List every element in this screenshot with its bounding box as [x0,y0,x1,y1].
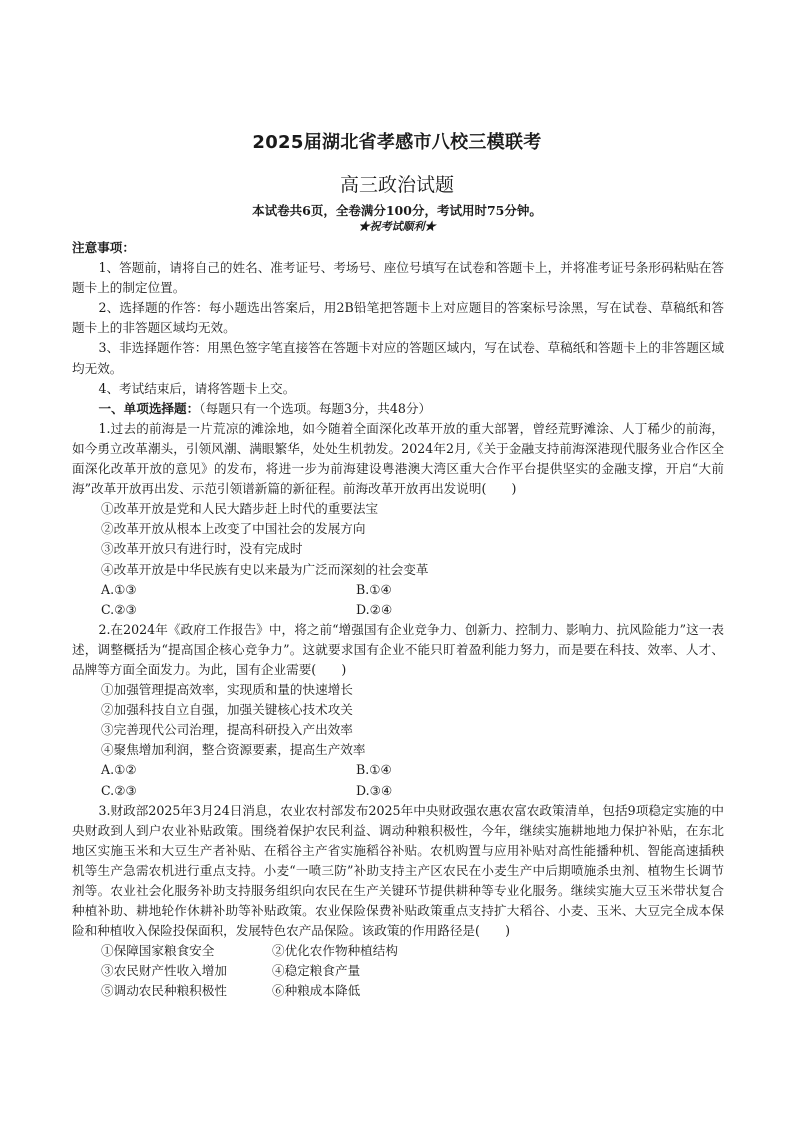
notice-item-1: 1、答题前，请将自己的姓名、准考证号、考场号、座位号填写在试卷和答题卡上，并将准考证号条形码粘贴在答题卡上的制定位置。 [72,260,724,296]
question-2-stem: 2.在2024年《政府工作报告》中，将之前“增强国有企业竞争力、创新力、控制力、影响力、抗风险能力”这一表述，调整概括为“提高国企核心竞争力”。这就要求国有企业不能只盯着盈利能力努力，而是要在科技、效率、人才、品牌等方面全面发力。为此，国有企业需要( ) [72,621,724,677]
q1-choice-d[interactable]: D.②④ [356,601,393,617]
q2-choice-a[interactable]: A.①② [101,762,137,778]
question-1-stem: 1.过去的前海是一片荒凉的滩涂地，如今随着全面深化改革开放的重大部署，曾经荒野滩涂、人丁稀少的前海，如今勇立改革潮头，引领风潮、满眼繁华，处处生机勃发。2024年2月,《关于金融支持前海深港现代服务业合作区全面深化改革开放的意见》的发布，将进一步为前海建设粤港澳大湾区重大合作平台提供坚实的金融支撑，开启“大前海”改革开放再出发、示范引领谱新篇的新征程。前海改革开放再出发说明( ) [72,420,724,497]
q1-choice-c[interactable]: C.②③ [101,601,137,617]
q2-choice-c[interactable]: C.②③ [101,782,137,798]
q1-choices-row-1 [72,580,724,600]
q3-option-2: ②优化农作物种植结构 [272,943,398,959]
notice-item-4: 4、考试结束后，请将答题卡上交。 [98,380,296,396]
q2-choice-b[interactable]: B.①④ [356,762,392,778]
q3-option-5: ⑤调动农民种粮积极性 [101,983,227,999]
q2-option-1: ①加强管理提高效率，实现质和量的快速增长 [101,682,353,698]
exam-info: 本试卷共6页，全卷满分100分，考试用时75分钟。 [252,203,542,218]
question-3-stem: 3.财政部2025年3月24日消息，农业农村部发布2025年中央财政强农惠农富农政策清单，包括9项稳定实施的中央财政到人到户农业补贴政策。围绕着保护农民利益、调动种粮积极性，今年，继续实施耕地地力保护补贴，在东北地区实施玉米和大豆生产者补贴、在稻谷主产省实施稻谷补贴。农机购置与应用补贴对高性能播种机、智能高速插秧机等生产急需农机进行重点支持。小麦“一喷三防”补助支持主产区农民在小麦生产中后期喷施杀虫剂、植物生长调节剂等。农业社会化服务补助支持服务组织向农民在生产关键环节提供耕种等专业化服务。继续实施大豆玉米带状复合种植补助、耕地轮作休耕补助等补贴政策。农业保险保费补贴政策重点支持扩大稻谷、小麦、玉米、大豆完全成本保险和种植收入保险投保面积，发展特色农产品保险。该政策的作用路径是( ) [72,802,724,939]
q1-choice-a[interactable]: A.①③ [101,581,137,597]
q3-option-4: ④稳定粮食产量 [272,963,361,979]
exam-content [72,238,724,1002]
q1-option-3: ③改革开放只有进行时，没有完成时 [101,541,303,557]
exam-title: 2025届湖北省孝感市八校三模联考 [252,132,542,153]
q3-option-3: ③农民财产性收入增加 [101,963,227,979]
q2-choice-d[interactable]: D.③④ [356,782,393,798]
q3-options-row-3 [72,981,724,1001]
section-heading [72,399,724,419]
q1-option-2: ②改革开放从根本上改变了中国社会的发展方向 [101,521,366,537]
q3-option-1: ①保障国家粮食安全 [101,943,215,959]
q2-choices-row-2 [72,781,724,801]
section-title: 一、单项选择题： [98,400,200,416]
q3-options-row-2 [72,961,724,981]
q1-choice-b[interactable]: B.①④ [356,581,392,597]
notice-heading: 注意事项： [72,240,135,255]
notice-item-2: 2、选择题的作答：每小题选出答案后，用2B铅笔把答题卡上对应题目的答案标号涂黑，写在试卷、草稿纸和答题卡上的非答题区域均无效。 [72,300,724,336]
exam-wish: ★祝考试顺利★ [358,220,436,233]
q2-option-2: ②加强科技自立自强，加强关键核心技术攻关 [101,702,353,718]
q3-options-row-1 [72,941,724,961]
q1-choices-row-2 [72,600,724,620]
exam-subtitle: 高三政治试题 [339,174,454,196]
section-note: （每题只有一个选项。每题3分，共48分） [199,400,432,416]
q3-option-6: ⑥种粮成本降低 [272,983,361,999]
q2-option-3: ③完善现代公司治理，提高科研投入产出效率 [101,722,353,738]
q1-option-4: ④改革开放是中华民族有史以来最为广泛而深刻的社会变革 [101,561,429,577]
q2-option-4: ④聚焦增加利润，整合资源要素，提高生产效率 [101,742,366,758]
q2-choices-row-1 [72,760,724,780]
q1-option-1: ①改革开放是党和人民大踏步赶上时代的重要法宝 [101,501,379,517]
notice-item-3: 3、非选择题作答：用黑色签字笔直接答在答题卡对应的答题区域内，写在试卷、草稿纸和答题卡上的非答题区域均无效。 [72,340,724,376]
